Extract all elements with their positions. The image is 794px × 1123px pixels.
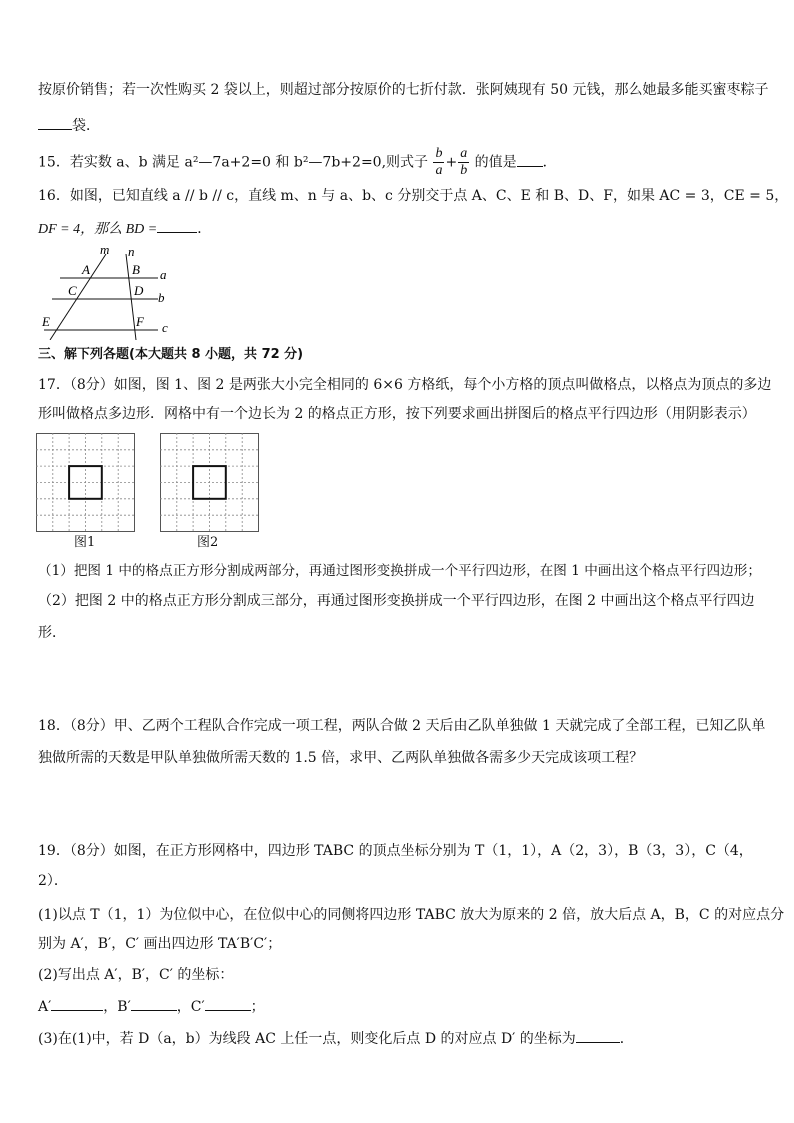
label-n: n xyxy=(128,244,135,259)
q14-answer-blank[interactable] xyxy=(38,115,72,130)
q19-part3-end: ． xyxy=(619,1031,634,1047)
frac1-den: a xyxy=(435,163,443,178)
q19-part1-line2: 别为 A′，B′，C′ 画出四边形 TA′B′C′； xyxy=(38,936,282,952)
a-prime-label: A′ xyxy=(38,999,52,1015)
q18-line1: 18．（8分）甲、乙两个工程队合作完成一项工程，两队合做 2 天后由乙队单独做 1 天就完成了全部工程，已知乙队单 xyxy=(38,718,766,734)
q15-prefix: 15．若实数 a、b 满足 a²—7a+2=0 和 b²—7b+2=0,则式子 xyxy=(38,154,429,171)
label-A: A xyxy=(82,262,90,277)
q17-line2: 形叫做格点多边形．网格中有一个边长为 2 的格点正方形，按下列要求画出拼图后的格点平行四边形（用阴影表示） xyxy=(38,406,756,422)
c-prime-blank[interactable] xyxy=(205,996,251,1011)
label-b: b xyxy=(158,290,165,305)
q17-part1: （1）把图 1 中的格点正方形分割成两部分，再通过图形变换拼成一个平行四边形，在图 1 中画出这个格点平行四边形； xyxy=(38,563,761,579)
q15-fraction-a-over-b xyxy=(458,146,469,179)
q19-part2: (2)写出点 A′，B′，C′ 的坐标： xyxy=(38,967,234,983)
label-a: a xyxy=(160,267,167,282)
label-c: c xyxy=(162,320,168,335)
label-B: B xyxy=(132,262,140,277)
q16-answer-blank[interactable] xyxy=(157,218,197,233)
q14-line2 xyxy=(38,115,100,136)
label-E: E xyxy=(42,314,50,329)
grid-figure-1 xyxy=(36,433,136,533)
q15-fraction-b-over-a xyxy=(433,146,444,179)
q16-line1: 16．如图，已知直线 a // b // c，直线 m、n 与 a、b、c 分别交于点 A、C、E 和 B、D、F，如果 AC = 3，CE = 5， xyxy=(38,188,789,204)
section-3-heading: 三、解下列各题(本大题共 8 小题，共 72 分) xyxy=(38,347,304,362)
frac1-num: b xyxy=(435,146,443,161)
frac2-den: b xyxy=(460,163,468,178)
fig2-label: 图2 xyxy=(197,535,219,550)
q16-line2 xyxy=(38,218,211,240)
q15-end: ． xyxy=(542,154,557,171)
q19-part3 xyxy=(38,1028,634,1049)
q15 xyxy=(38,146,557,179)
q19-part3-text: (3)在(1)中，若 D（a，b）为线段 AC 上任一点，则变化后点 D 的对应点 D′ 的坐标为 xyxy=(38,1031,576,1047)
q18-line2: 独做所需的天数是甲队单独做所需天数的 1.5 倍，求甲、乙两队单独做各需多少天完成该项工程？ xyxy=(38,750,644,766)
a-prime-blank[interactable] xyxy=(51,996,103,1011)
label-C: C xyxy=(68,283,77,298)
q19-line2: 2）． xyxy=(38,873,68,889)
q19-part1-line1: (1)以点 T（1，1）为位似中心，在位似中心的同侧将四边形 TABC 放大为原来的 2 倍，放大后点 A，B，C 的对应点分 xyxy=(38,907,785,923)
q14-line1: 按原价销售；若一次性购买 2 袋以上，则超过部分按原价的七折付款．张阿姨现有 50 元钱，那么她最多能买蜜枣粽子 xyxy=(38,82,769,98)
parallel-lines-figure xyxy=(38,244,178,340)
q15-suffix: 的值是 xyxy=(474,154,517,171)
q16-line2-b: ． xyxy=(197,221,212,237)
label-D: D xyxy=(134,283,144,298)
q16-line2-a: DF = 4，那么 BD = xyxy=(38,222,158,237)
b-prime-label: ，B′ xyxy=(103,999,131,1015)
label-m: m xyxy=(100,244,110,257)
q15-answer-blank[interactable] xyxy=(517,152,543,167)
q19-part2-answers xyxy=(38,996,265,1017)
b-prime-blank[interactable] xyxy=(131,996,177,1011)
q19-line1: 19．（8分）如图，在正方形网格中，四边形 TABC 的顶点坐标分别为 T（1，1），A（2，3），B（3，3），C（4， xyxy=(38,843,753,859)
q14-line2-end: 袋． xyxy=(72,118,100,134)
fig1-label: 图1 xyxy=(74,535,96,550)
line-m xyxy=(50,254,106,340)
q17-part2-line1: （2）把图 2 中的格点正方形分割成三部分，再通过图形变换拼成一个平行四边形，在图 2 中画出这个格点平行四边 xyxy=(38,593,755,609)
q15-plus: + xyxy=(445,154,458,171)
q17-part2-line2: 形． xyxy=(38,625,66,641)
d-prime-blank[interactable] xyxy=(576,1028,620,1043)
label-F: F xyxy=(136,314,144,329)
q17-line1: 17．（8分）如图，图 1、图 2 是两张大小完全相同的 6×6 方格纸，每个小方格的顶点叫做格点，以格点为顶点的多边 xyxy=(38,377,772,393)
grid-figure-2 xyxy=(160,433,260,533)
frac2-num: a xyxy=(460,146,468,161)
part2-end: ； xyxy=(250,999,265,1015)
c-prime-label: ，C′ xyxy=(176,999,205,1015)
